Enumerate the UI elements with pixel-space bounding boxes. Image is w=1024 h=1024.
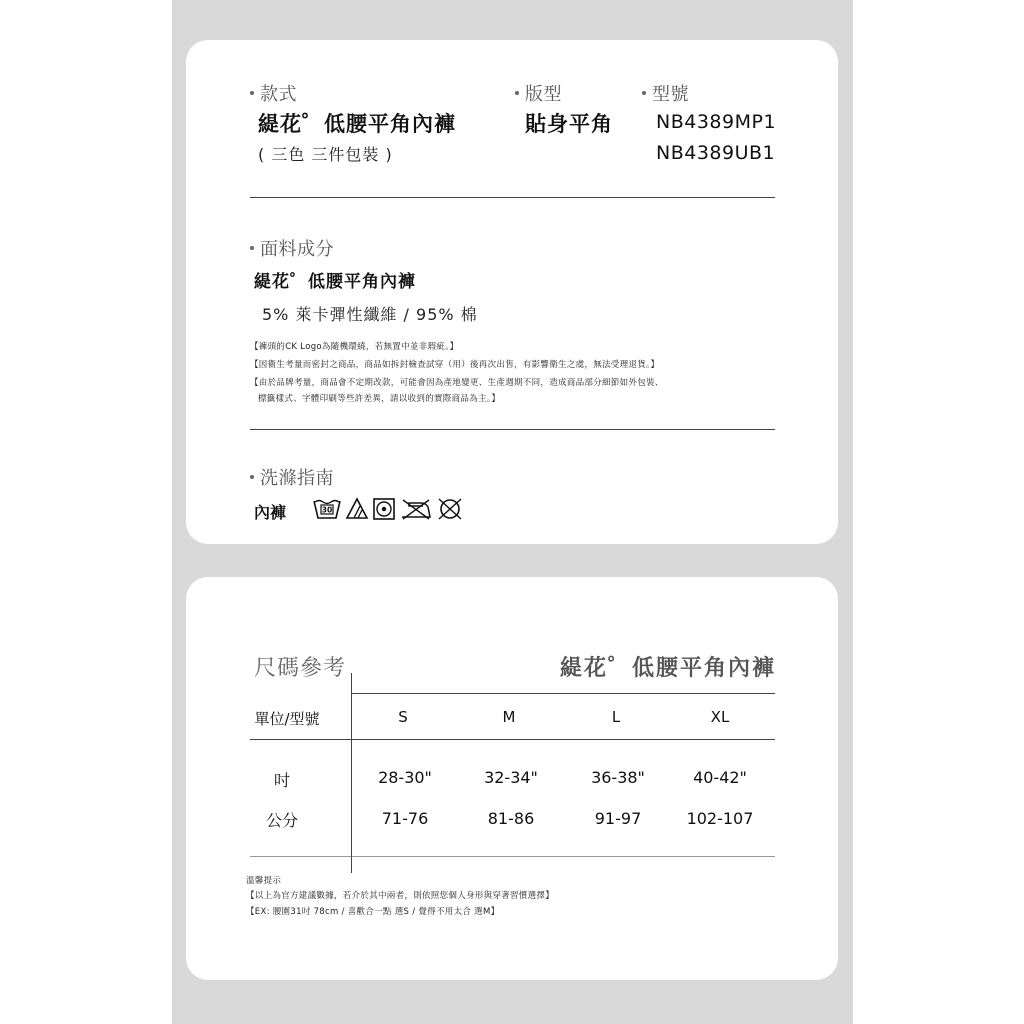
fit-label: 版型 <box>515 80 562 106</box>
style-label: 款式 <box>250 80 297 106</box>
fabric-label: 面料成分 <box>250 235 334 261</box>
bleach-icon <box>345 496 369 522</box>
fabric-name: 緹花゜低腰平角內褲 <box>254 272 416 292</box>
table-header-cell: 單位/型號 <box>254 710 320 728</box>
table-header-cell: L <box>611 708 621 726</box>
table-bottom-rule <box>250 856 775 857</box>
fit-value: 貼身平角 <box>525 112 613 136</box>
size-chart-title: 尺碼參考 <box>254 656 347 681</box>
table-cell: 32-34" <box>484 768 538 787</box>
table-cell: 40-42" <box>693 768 747 787</box>
style-note: ( 三色 三件包裝 ) <box>258 145 393 164</box>
notice-line: 【因衛生考量而密封之商品，商品如拆封檢查試穿（用）後再次出售，有影響衛生之虞，無法受理退貨。】 <box>250 360 660 370</box>
table-cell: 91-97 <box>594 809 642 828</box>
bullet-icon <box>250 91 254 95</box>
model-code: NB4389MP1 <box>656 111 777 133</box>
tumble-dry-icon <box>372 496 396 522</box>
table-cell: 71-76 <box>381 809 429 828</box>
notice-line: 【褲頭的CK Logo為隨機環繞，若無置中並非瑕疵。】 <box>250 342 459 352</box>
fabric-composition: 5% 萊卡彈性纖維 / 95% 棉 <box>262 305 478 324</box>
notice-line: 【由於品牌考量，商品會不定期改款，可能會因為產地變更、生產週期不同，造成商品部分細節如外包裝、 <box>250 378 664 388</box>
divider <box>250 197 775 198</box>
model-code: NB4389UB1 <box>656 142 776 164</box>
wash-label: 洗滌指南 <box>250 464 334 490</box>
table-row-label: 公分 <box>265 811 298 830</box>
table-cell: 36-38" <box>591 768 645 787</box>
bullet-icon <box>250 475 254 479</box>
style-name: 緹花゜低腰平角內褲 <box>258 112 456 136</box>
no-iron-icon <box>399 496 433 522</box>
tips-line: 【EX: 腰圍31吋 78cm / 喜歡合一點 選S / 覺得不用太合 選M】 <box>246 907 500 917</box>
table-row-label: 吋 <box>273 771 290 790</box>
table-header-cell: XL <box>710 708 730 726</box>
table-header-rule <box>250 739 775 740</box>
table-cell: 102-107 <box>686 809 754 828</box>
wash-item: 內褲 <box>254 503 287 522</box>
size-chart-product: 緹花゜低腰平角內褲 <box>559 656 776 681</box>
svg-text:30: 30 <box>321 505 333 515</box>
product-info-card <box>186 40 838 544</box>
divider <box>250 429 775 430</box>
size-chart-card <box>186 577 838 980</box>
wash-30-icon <box>312 496 342 522</box>
table-header-cell: S <box>398 708 408 726</box>
bullet-icon <box>642 91 646 95</box>
wash-icons <box>312 496 464 522</box>
no-dryclean-icon <box>436 496 464 522</box>
notice-line: 標籤樣式、字體印刷等些許差異，請以收到的實際商品為主。】 <box>258 394 501 404</box>
table-column-rule <box>351 673 352 873</box>
table-cell: 28-30" <box>378 768 432 787</box>
table-header-cell: M <box>502 708 516 726</box>
bullet-icon <box>515 91 519 95</box>
table-cell: 81-86 <box>487 809 535 828</box>
table-top-rule <box>352 693 775 694</box>
model-label: 型號 <box>642 80 689 106</box>
tips-line: 【以上為官方建議數據，若介於其中兩者，則依照您個人身形與穿著習慣選擇】 <box>246 891 555 901</box>
tips-title: 溫馨提示 <box>246 876 282 886</box>
bullet-icon <box>250 246 254 250</box>
